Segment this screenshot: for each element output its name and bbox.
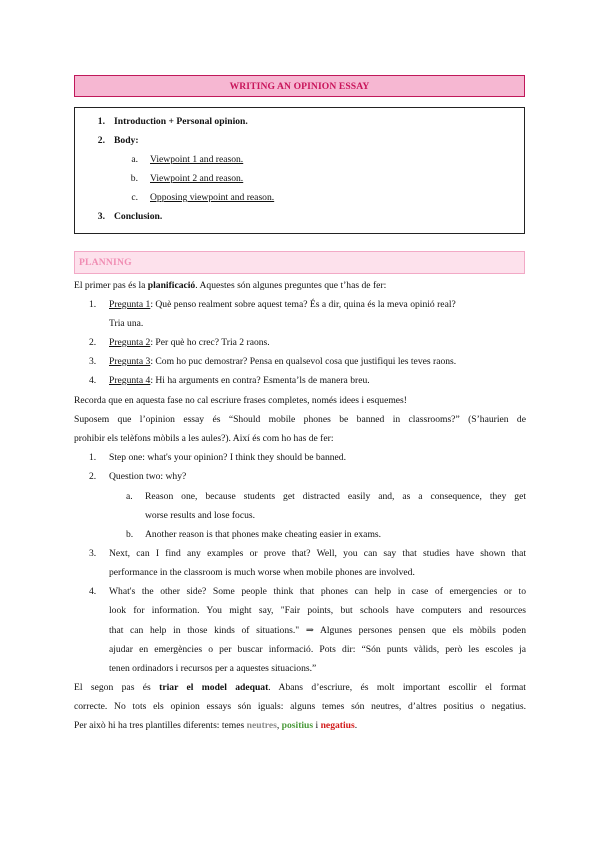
reason-text: Another reason is that phones make cheating easier in exams. xyxy=(145,529,382,540)
list-number: 2. xyxy=(89,471,97,482)
question-text: : Hi ha arguments en contra? Esmenta’ls de manera breu. xyxy=(150,375,370,386)
negative-label: negatius xyxy=(320,720,355,731)
example-text: prohibir els telèfons mòbils a les aules?). Així és com ho has de fer: xyxy=(74,433,334,444)
outline-letter: c. xyxy=(131,192,138,203)
step-text: that can help in those kinds of situations." ⇒ Algunes persones pensen que els mòbils poden xyxy=(109,625,526,636)
text: , xyxy=(276,720,282,731)
outline-label: Conclusion. xyxy=(114,211,163,222)
list-number: 1. xyxy=(89,299,97,310)
question-label: Pregunta 1 xyxy=(109,299,151,310)
second-step-text xyxy=(74,682,526,694)
reminder-text: Recorda que en aquesta fase no cal escriure frases completes, només idees i esquemes! xyxy=(74,395,407,406)
step-text: tenen ordinadors i recursos per a aquestes situacions.” xyxy=(109,663,317,674)
bold-text: triar el model adequat xyxy=(159,682,269,693)
question-label: Pregunta 2 xyxy=(109,337,151,348)
step-text: performance in the classroom is much worse when mobile phones are involved. xyxy=(109,567,415,578)
question-item xyxy=(109,337,270,349)
outline-letter: a. xyxy=(131,154,138,165)
outline-label: Viewpoint 2 and reason. xyxy=(150,173,244,184)
text: . xyxy=(354,720,358,731)
step-text: Step one: what's your opinion? I think they should be banned. xyxy=(109,452,347,463)
list-letter: a. xyxy=(126,491,133,502)
list-number: 3. xyxy=(89,548,97,559)
intro-text: El primer pas és la xyxy=(74,280,148,291)
question-text-continued: Tria una. xyxy=(109,318,144,329)
list-number: 2. xyxy=(89,337,97,348)
question-label: Pregunta 4 xyxy=(109,375,151,386)
templates-text xyxy=(74,720,357,732)
question-text: : Com ho puc demostrar? Pensa en qualsevol cosa que justifiqui les teves raons. xyxy=(150,356,457,367)
neutral-label: neutres xyxy=(246,720,277,731)
outline-letter: b. xyxy=(130,173,138,184)
intro-bold: planificació xyxy=(147,280,196,291)
question-item xyxy=(109,375,370,387)
page-title: WRITING AN OPINION ESSAY xyxy=(229,80,370,92)
step-text: ajudar en emergències o per buscar informació. Pots dir: “Són punts vàlids, però les escoles ja xyxy=(109,644,526,655)
list-letter: b. xyxy=(126,529,134,540)
outline-label: Body: xyxy=(114,135,139,146)
list-number: 3. xyxy=(89,356,97,367)
planning-intro xyxy=(74,280,386,292)
question-item xyxy=(109,299,456,311)
outline-number: 3. xyxy=(97,211,105,222)
essay-outline-box xyxy=(74,107,525,234)
reason-text: worse results and lose focus. xyxy=(145,510,256,521)
planning-heading-box xyxy=(74,251,525,274)
text: El segon pas és xyxy=(74,682,160,693)
question-text: : Què penso realment sobre aquest tema? És a dir, quina és la meva opinió real? xyxy=(150,299,456,310)
step-text: What's the other side? Some people think that phones can help in case of emergencies or to xyxy=(109,586,526,597)
question-item xyxy=(109,356,456,368)
step-text: look for information. You might say, "Fair points, but schools have computers and resources xyxy=(109,605,526,616)
text: Per això hi ha tres plantilles diferents: temes xyxy=(74,720,247,731)
question-text: : Per què ho crec? Tria 2 raons. xyxy=(150,337,270,348)
outline-number: 1. xyxy=(97,116,105,127)
question-label: Pregunta 3 xyxy=(109,356,151,367)
planning-heading: PLANNING xyxy=(79,257,132,268)
step-text: Next, can I find any examples or prove that? Well, you can say that studies have shown that xyxy=(109,548,526,559)
outline-label: Viewpoint 1 and reason. xyxy=(150,154,244,165)
step-text: Question two: why? xyxy=(109,471,187,482)
title-banner xyxy=(74,75,525,97)
list-number: 4. xyxy=(89,586,97,597)
intro-text: . Aquestes són algunes preguntes que t’has de fer: xyxy=(195,280,387,291)
outline-label: Introduction + Personal opinion. xyxy=(114,116,248,127)
text: . Abans d’escriure, és molt important escollir el format xyxy=(268,682,526,693)
list-number: 4. xyxy=(89,375,97,386)
positive-label: positius xyxy=(281,720,314,731)
text: i xyxy=(313,720,321,731)
second-step-text: correcte. No tots els opinion essays són iguals: alguns temes són neutres, d’altres positius o negatius. xyxy=(74,701,526,712)
outline-label: Opposing viewpoint and reason. xyxy=(150,192,275,203)
reason-text: Reason one, because students get distracted easily and, as a consequence, they get xyxy=(145,491,526,502)
outline-number: 2. xyxy=(97,135,105,146)
example-text: Suposem que l’opinion essay és “Should mobile phones be banned in classrooms?” (S’haurien de xyxy=(74,414,526,425)
list-number: 1. xyxy=(89,452,97,463)
